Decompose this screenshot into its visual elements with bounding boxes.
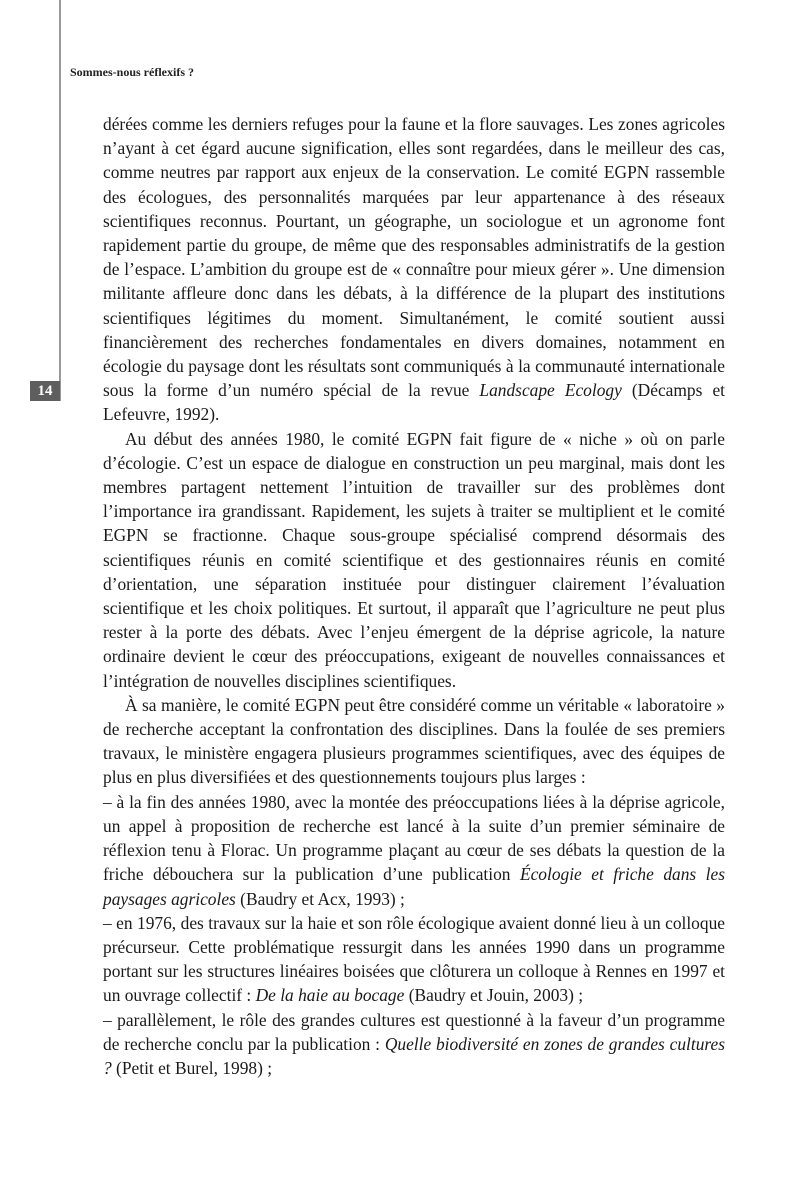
page-number: 14 (30, 381, 60, 401)
paragraph (103, 112, 725, 427)
text-run: Au début des années 1980, le comité EGPN fait figure de « niche » où on parle d’écologie. C’est un espace de dialogue en construction un peu marginal, mais dont les membres partagent nettement l’intuition de travailler sur des problèmes dont l’importance ira grandissant. Rapidement, les sujets à traiter se multiplient et le comité EGPN se fractionne. Chaque sous-groupe spécialisé comprend désormais des scientifiques réunis en comité scientifique et des gestionnaires réunis en comité d’orientation, une séparation instituée pour distinguer clairement l’évaluation scientifique et les choix politiques. Et surtout, il apparaît que l’agriculture ne peut plus rester à la porte des débats. Avec l’enjeu émergent de la déprise agricole, la nature ordinaire devient le cœur des préoccupations, exigeant de nouvelles connaissances et l’intégration de nouvelles disciplines scientifiques. (103, 428, 725, 691)
text-run: dérées comme les derniers refuges pour la faune et la flore sauvages. Les zones agricoles n’ayant à cet égard aucune signification, elles sont regardées, dans le meilleur des cas, comme neutres par rapport aux enjeux de la conservation. Le comité EGPN rassemble des écologues, des personnalités marquées par leur appartenance à des réseaux scientifiques reconnus. Pourtant, un géographe, un sociologue et un agronome font rapidement partie du groupe, de même que des responsables administratifs de la gestion de l’espace. L’ambition du groupe est de « connaître pour mieux gérer ». Une dimension militante affleure donc dans les débats, à la différence de la plupart des institutions scientifiques légitimes du moment. Simultanément, le comité soutient aussi financièrement des recherches fondamentales en divers domaines, notamment en écologie du paysage dont les résultats sont communiqués à la communauté internationale sous la forme d’un numéro spécial de la revue (103, 114, 725, 401)
text-run: À sa manière, le comité EGPN peut être considéré comme un véritable « laboratoire » de recherche acceptant la confrontation des disciplines. Dans la foulée de ses premiers travaux, le ministère engagera plusieurs programmes scientifiques, avec des équipes de plus en plus diversifiées et des questionnements toujours plus larges : (103, 694, 725, 788)
list-item (103, 790, 725, 911)
body-text (103, 112, 725, 1080)
text-run: (Décamps et Lefeuvre, 1992). (103, 380, 725, 425)
paragraph (103, 427, 725, 693)
text-run: – parallèlement, le rôle des grandes cultures est questionné à la faveur d’un programme de recherche conclu par la publication : (103, 1009, 725, 1054)
text-run: (Baudry et Acx, 1993) ; (235, 888, 405, 909)
text-run: – en 1976, des travaux sur la haie et son rôle écologique avaient donné lieu à un colloque précurseur. Cette problématique ressurgit dans les années 1990 dans un programme portant sur les structures linéaires boisées que clôturera un colloque à Rennes en 1997 et un ouvrage collectif : (103, 912, 725, 1006)
text-run: (Baudry et Jouin, 2003) ; (404, 985, 584, 1006)
italic-title: Écologie et friche dans les paysages agricoles (103, 864, 725, 909)
text-run: (Petit et Burel, 1998) ; (111, 1057, 273, 1078)
list-item (103, 911, 725, 1008)
italic-title: Quelle biodiversité en zones de grandes cultures ? (103, 1033, 725, 1078)
italic-title: Landscape Ecology (479, 380, 622, 401)
margin-rule (59, 0, 61, 401)
list-item (103, 1008, 725, 1081)
italic-title: De la haie au bocage (255, 985, 405, 1006)
text-run: – à la fin des années 1980, avec la montée des préoccupations liées à la déprise agricole, un appel à proposition de recherche est lancé à la suite d’un premier séminaire de réflexion tenu à Florac. Un programme plaçant au cœur de ses débats la question de la friche débouchera sur la publication d’une publication (103, 791, 725, 885)
paragraph (103, 693, 725, 790)
running-head: Sommes-nous réflexifs ? (70, 65, 194, 79)
